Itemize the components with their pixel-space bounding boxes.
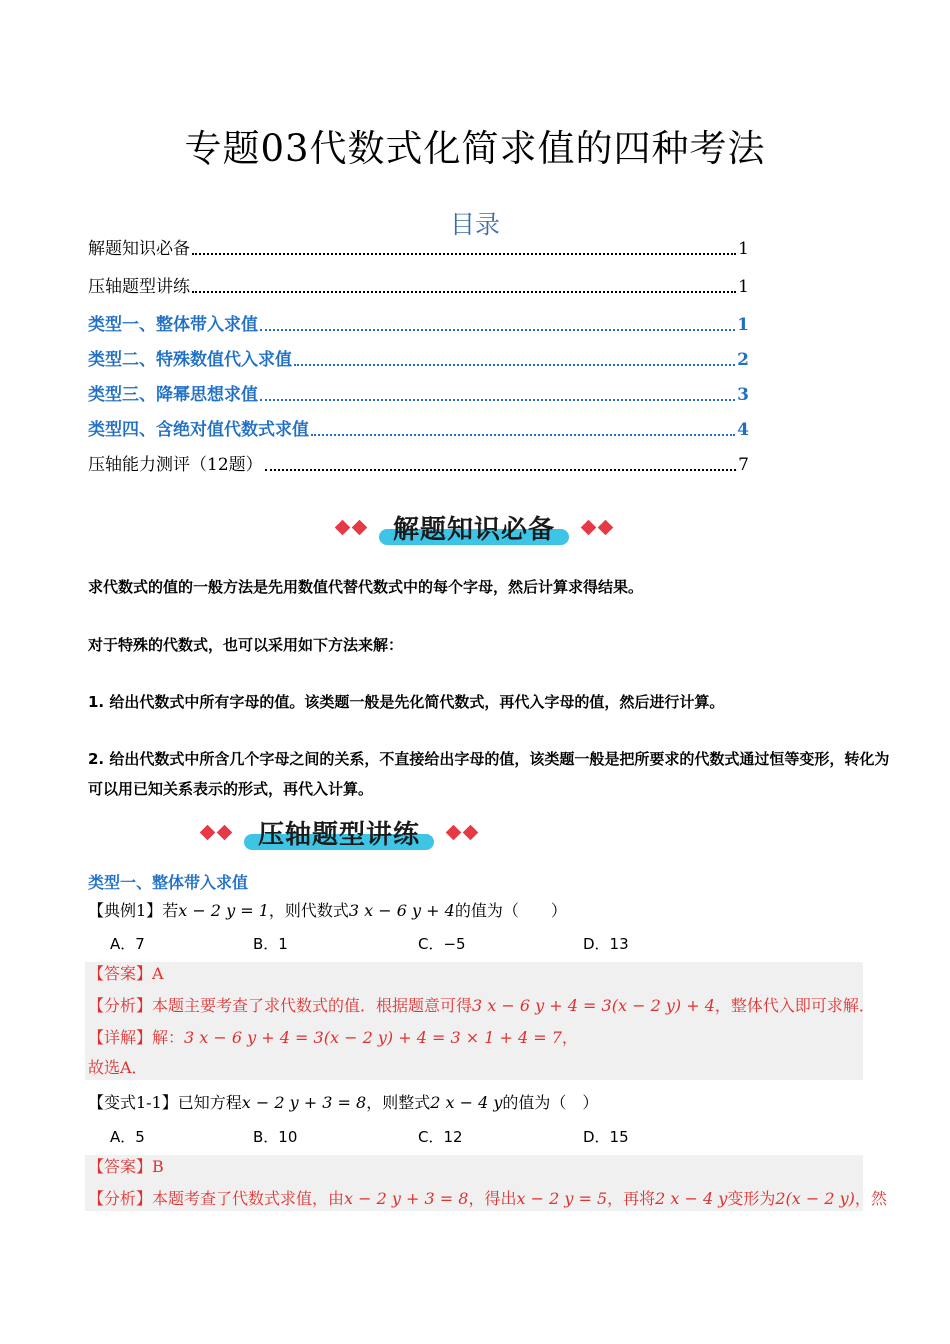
section-banner-practice <box>200 810 478 854</box>
toc-entry[interactable] <box>88 382 749 408</box>
question-tag: 【典例1】 <box>88 901 163 920</box>
question-text: ，则整式 <box>366 1093 431 1112</box>
answer-panel <box>85 962 875 1080</box>
toc-leader-dots <box>265 469 737 471</box>
analysis-tag: 【分析】 <box>88 996 153 1015</box>
toc-entry[interactable] <box>88 312 749 338</box>
banner-title: 压轴题型讲练 <box>258 819 421 850</box>
knowledge-paragraph-3: 1. 给出代数式中所有字母的值。该类题一般是先化简代数式，再代入字母的值，然后进行计算。 <box>88 693 725 711</box>
toc-entry-label: 解题知识必备 <box>88 239 190 259</box>
toc-entry-page: 1 <box>738 277 749 297</box>
toc-leader-dots <box>260 329 735 331</box>
analysis-text: 本题主要考查了求代数式的值．根据题意可得 <box>152 996 473 1015</box>
option-c: C．−5 <box>418 935 466 953</box>
analysis-text: 本题考查了代数式求值，由 <box>152 1189 345 1208</box>
analysis-text: ，整体代入即可求解． <box>714 996 875 1015</box>
answer-tag: 【答案】 <box>88 964 153 983</box>
equation: x − 2 y = 5 <box>516 1189 608 1208</box>
toc-entry-label: 压轴题型讲练 <box>88 277 190 297</box>
toc-entry-page: 1 <box>737 315 749 335</box>
answer-panel <box>85 1155 887 1211</box>
toc-entry[interactable] <box>88 452 749 478</box>
example-options <box>110 933 710 955</box>
question-text: 的值为（ ） <box>502 1093 599 1112</box>
detail-text: ， <box>561 1028 578 1047</box>
analysis-text: ，然 <box>854 1189 887 1208</box>
analysis-text: ，再将 <box>607 1189 656 1208</box>
detail-text: 解： <box>152 1028 185 1047</box>
question-text: 的值为（ ） <box>454 901 567 920</box>
option-b: B．1 <box>253 935 288 953</box>
analysis-text: ，得出 <box>468 1189 517 1208</box>
section-banner-knowledge <box>335 505 613 549</box>
toc-entry-label: 类型二、特殊数值代入求值 <box>88 350 292 370</box>
toc-entry[interactable] <box>88 417 749 443</box>
banner-pill <box>244 812 434 852</box>
detail-line <box>88 1026 578 1050</box>
toc-entry[interactable] <box>88 236 749 262</box>
knowledge-paragraph-4: 2. 给出代数式中所含几个字母之间的关系，不直接给出字母的值，该类题一般是把所要求的代数式通过恒等变形，转化为可以用已知关系表示的形式，再代入计算。 <box>88 750 890 798</box>
option-d: D．13 <box>583 935 629 953</box>
equation: x − 2 y + 3 = 8 <box>344 1189 469 1208</box>
option-d: D．15 <box>583 1128 629 1146</box>
banner-pill <box>379 507 569 547</box>
option-c: C．12 <box>418 1128 463 1146</box>
toc-entry-label: 压轴能力测评（12题） <box>88 455 263 475</box>
section-heading-type1: 类型一、整体带入求值 <box>88 873 249 892</box>
answer-line <box>88 1155 164 1179</box>
toc-leader-dots <box>192 253 736 255</box>
diamond-right-icon <box>446 827 478 838</box>
toc-leader-dots <box>192 291 736 293</box>
knowledge-paragraph-1: 求代数式的值的一般方法是先用数值代替代数式中的每个字母，然后计算求得结果。 <box>88 578 644 596</box>
diamond-left-icon <box>200 827 232 838</box>
option-a: A．7 <box>110 935 145 953</box>
banner-title: 解题知识必备 <box>393 514 556 545</box>
answer-line <box>88 962 164 986</box>
toc-leader-dots <box>260 399 735 401</box>
toc-leader-dots <box>294 364 735 366</box>
conclusion-line: 故选A． <box>88 1058 148 1077</box>
toc-heading: 目录 <box>449 210 500 239</box>
toc-leader-dots <box>311 434 735 436</box>
page-title: 专题03代数式化简求值的四种考法 <box>184 127 766 170</box>
option-b: B．10 <box>253 1128 298 1146</box>
equation: 3 x − 6 y + 4 = 3(x − 2 y) + 4 = 3 × 1 + 4 = 7 <box>184 1028 562 1047</box>
equation: 2 x − 4 y <box>655 1189 728 1208</box>
knowledge-paragraph-2: 对于特殊的代数式，也可以采用如下方法来解： <box>88 636 404 654</box>
toc-entry-page: 7 <box>738 455 749 475</box>
equation: x − 2 y + 3 = 8 <box>241 1093 367 1112</box>
variant-question <box>88 1092 598 1114</box>
equation: x − 2 y = 1 <box>178 901 269 920</box>
variant-options <box>110 1126 710 1148</box>
answer-tag: 【答案】 <box>88 1157 153 1176</box>
diamond-right-icon <box>581 522 613 533</box>
equation: 2(x − 2 y) <box>775 1189 855 1208</box>
toc-entry-page: 4 <box>737 420 749 440</box>
equation: 3 x − 6 y + 4 = 3(x − 2 y) + 4 <box>472 996 715 1015</box>
answer-value: A <box>152 964 164 983</box>
question-text: 已知方程 <box>177 1093 242 1112</box>
toc-entry-page: 2 <box>737 350 749 370</box>
diamond-left-icon <box>335 522 367 533</box>
toc-entry-label: 类型一、整体带入求值 <box>88 315 258 335</box>
analysis-line <box>88 994 875 1018</box>
toc-entry-label: 类型三、降幂思想求值 <box>88 385 258 405</box>
question-tag: 【变式1-1】 <box>88 1093 178 1112</box>
toc-entry[interactable] <box>88 274 749 300</box>
option-a: A．5 <box>110 1128 145 1146</box>
equation: 3 x − 6 y + 4 <box>348 901 455 920</box>
toc-entry-page: 3 <box>737 385 749 405</box>
question-text: ，则代数式 <box>268 901 349 920</box>
analysis-text: 变形为 <box>727 1189 776 1208</box>
answer-value: B <box>152 1157 164 1176</box>
analysis-tag: 【分析】 <box>88 1189 153 1208</box>
detail-tag: 【详解】 <box>88 1028 153 1047</box>
example-question <box>88 900 567 922</box>
analysis-line <box>88 1187 887 1211</box>
toc-entry-page: 1 <box>738 239 749 259</box>
equation: 2 x − 4 y <box>430 1093 503 1112</box>
question-text: 若 <box>162 901 179 920</box>
toc-entry-label: 类型四、含绝对值代数式求值 <box>88 420 309 440</box>
toc-entry[interactable] <box>88 347 749 373</box>
